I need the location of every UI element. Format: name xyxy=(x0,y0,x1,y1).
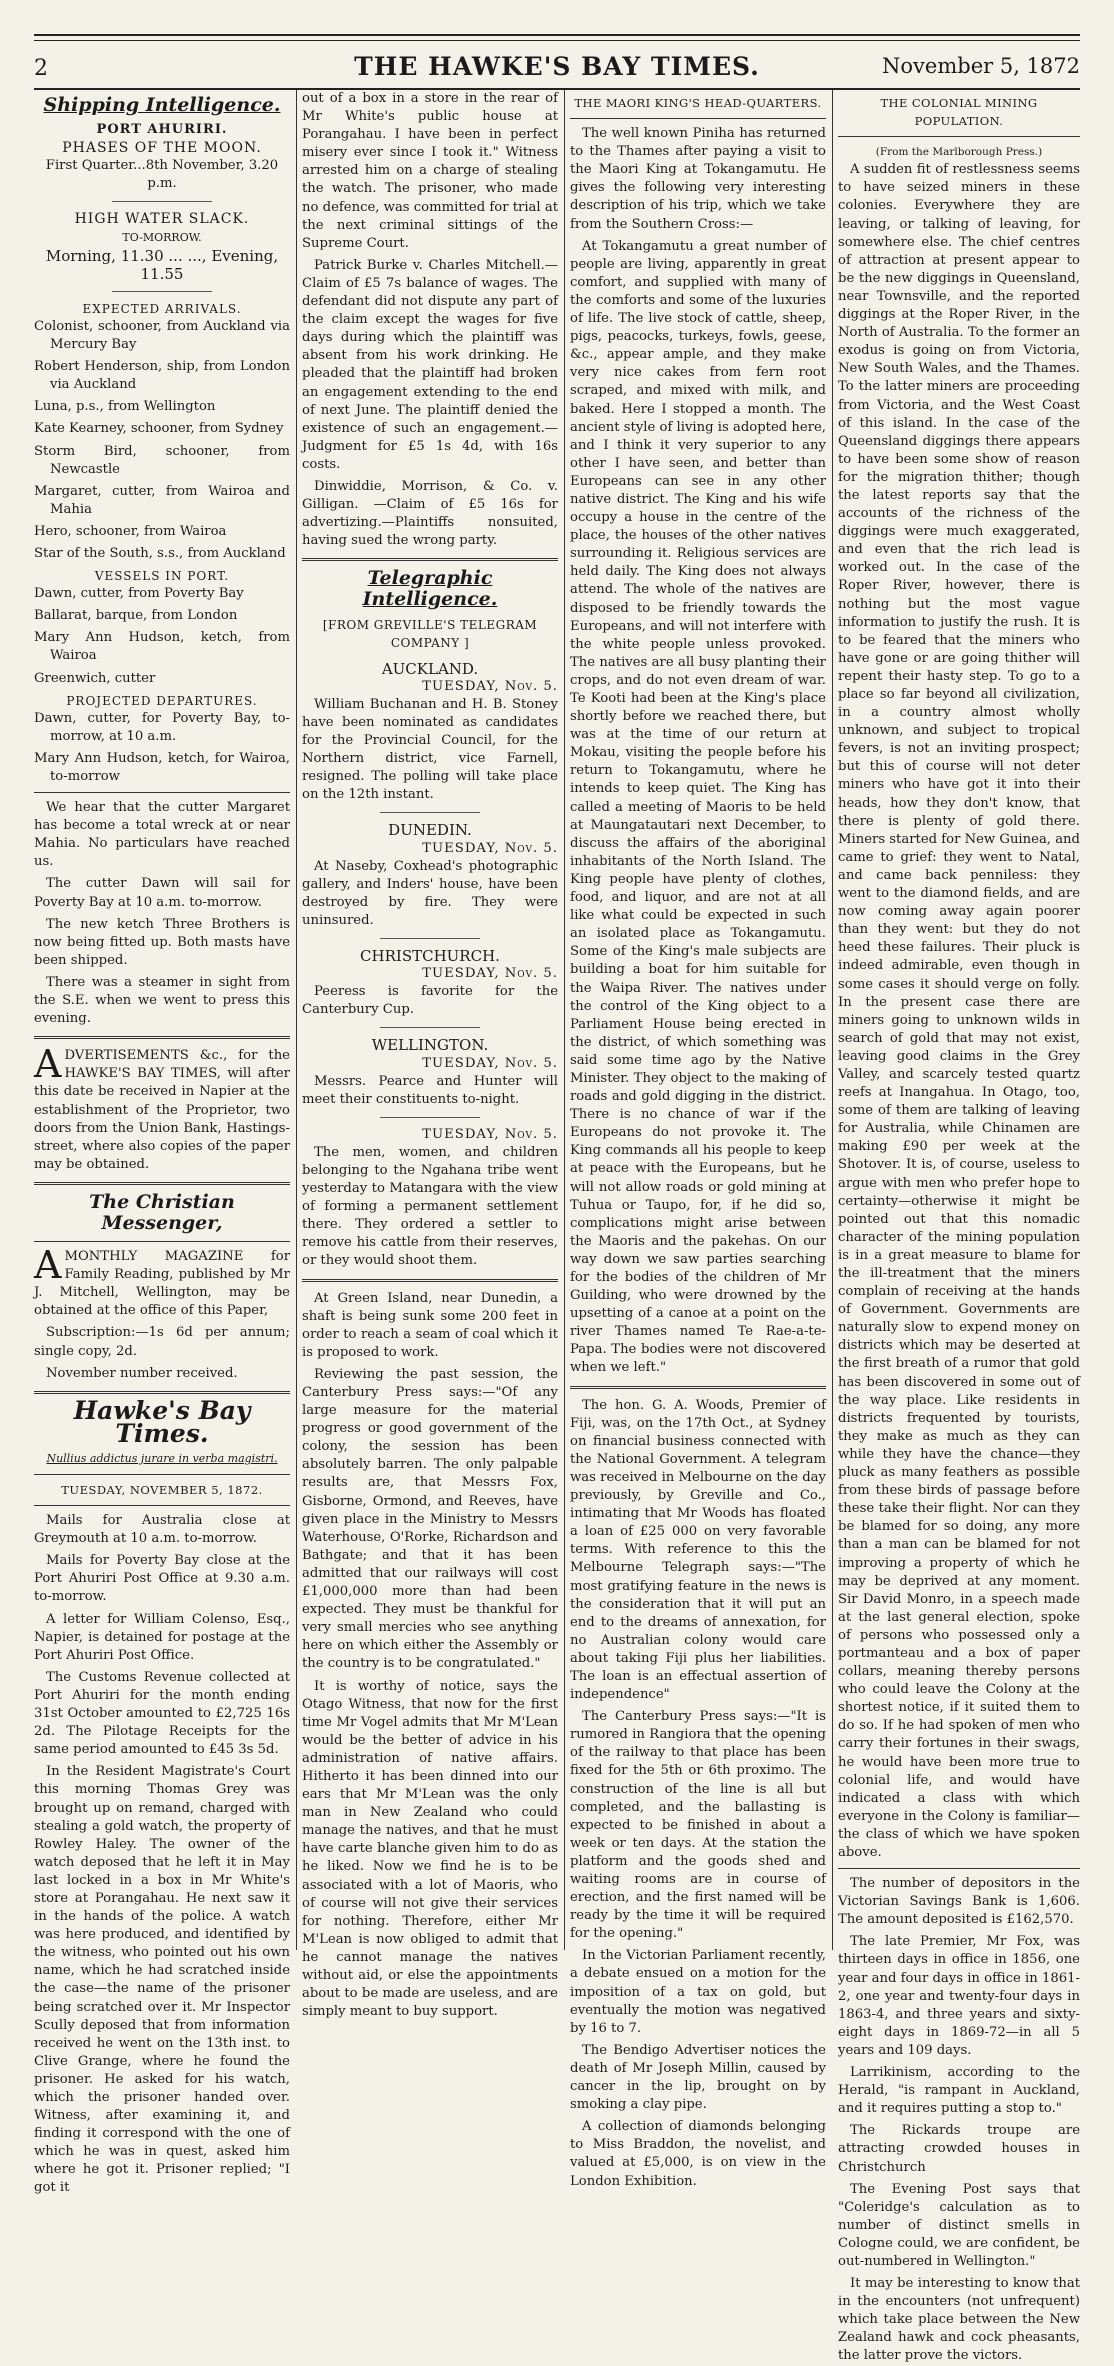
divider xyxy=(380,1117,480,1118)
moon-heading: PHASES OF THE MOON. xyxy=(62,140,262,157)
arrival-item: Margaret, cutter, from Wairoa and Mahia xyxy=(34,483,290,517)
article-paragraph: The well known Piniha has returned to the Thames after paying a visit to the Maori King at Tokangamutu. He gives the following very interesting description of his trip, which we take from the Southern Cross:— xyxy=(570,126,826,232)
article-paragraph: The Canterbury Press says:—"It is rumored in Rangiora that the opening of the railway to that place has been fixed for the 5th or 6th proximo. The construction of the line is all but completed, and the ballasting is expected to be finished in about a week or ten days. At the station the platform and the goods shed and waiting rooms are in course of erection, and the first named will be ready by the time it will be required for the opening." xyxy=(570,1709,826,1942)
wellington-heading: WELLINGTON. xyxy=(371,1036,489,1055)
departures-heading: PROJECTED DEPARTURES. xyxy=(66,693,258,708)
divider xyxy=(34,1474,290,1475)
telegraph-source: [FROM GREVILLE'S TELEGRAM COMPANY ] xyxy=(322,617,538,650)
divider xyxy=(34,792,290,793)
ship-note: The new ketch Three Brothers is now being fitted up. Both masts have been shipped. xyxy=(34,916,290,968)
christchurch-text: Peeress is favorite for the Canterbury Cup. xyxy=(302,984,558,1018)
auckland-heading: AUCKLAND. xyxy=(381,659,479,678)
last-date: TUESDAY, Nov. 5. xyxy=(422,1126,558,1142)
article-paragraph: The Bendigo Advertiser notices the death of Mr Joseph Millin, caused by cancer in the lip, brought on by smoking a clay pipe. xyxy=(570,2042,826,2113)
paper-title: Hawke's Bay Times. xyxy=(73,1395,251,1448)
departure-item: Mary Ann Hudson, ketch, for Wairoa, to-morrow xyxy=(34,750,290,784)
article-paragraph: A collection of diamonds belonging to Miss Braddon, the novelist, and valued at £5,000, is on view in the London Exhibition. xyxy=(570,2119,826,2189)
ship-note: The cutter Dawn will sail for Poverty Bay at 10 a.m. to-morrow. xyxy=(34,876,290,910)
divider xyxy=(380,1027,480,1028)
column-1 xyxy=(34,90,290,2196)
arrival-item: Kate Kearney, schooner, from Sydney xyxy=(34,421,284,437)
column-3 xyxy=(570,90,826,2189)
messenger-sub: Subscription:—1s 6d per annum; single copy, 2d. xyxy=(34,1325,290,1359)
masthead xyxy=(34,48,1080,88)
in-port-item: Dawn, cutter, from Poverty Bay xyxy=(34,586,244,602)
divider xyxy=(34,1036,290,1039)
arrival-item: Colonist, schooner, from Auckland via Mercury Bay xyxy=(34,318,290,353)
divider xyxy=(380,938,480,939)
article-paragraph: The hon. G. A. Woods, Premier of Fiji, was, on the 17th Oct., at Sydney on financial business connected with the National Government. A telegram was received in Melbourne on the day previously, by Greville and Co., intimating that Mr Woods has floated a loan of £25 000 on very favorable terms. With reference to this the Melbourne Telegraph says:—"The most gratifying feature in the news is the consideration that it will put an end to the dreams of annexation, for no Australian colony would care about taking Fiji plus her liabilities. The loan is an effectual assertion of independence" xyxy=(570,1397,826,1703)
divider xyxy=(34,1505,290,1506)
maori-king-heading: THE MAORI KING'S HEAD-QUARTERS. xyxy=(574,96,822,110)
article-paragraph: At Green Island, near Dunedin, a shaft is being sunk some 200 feet in order to reach a seam of coal which it is proposed to work. xyxy=(302,1290,558,1360)
christchurch-heading: CHRISTCHURCH. xyxy=(360,947,500,966)
divider xyxy=(112,291,212,292)
issue-date-line: TUESDAY, NOVEMBER 5, 1872. xyxy=(61,1483,263,1497)
divider xyxy=(34,1391,290,1394)
wellington-date: TUESDAY, Nov. 5. xyxy=(422,1055,558,1071)
article-paragraph: At Tokangamutu a great number of people are living, apparently in great comfort, and supplied with many of the comforts and some of the luxuries of life. The live stock of cattle, sheep, pigs, peacocks, turkeys, fowls, geese, &c., appear ample, and they make very nice cakes from fern root scraped, and mixed with milk, and baked. Here I stopped a month. The ancient style of living is adopted here, and I think it very superior to any other I have seen, and better than Europeans can see in any other native district. The King and his wife occupy a house in the centre of the place, the houses of the other natives surrounding it. Religious services are held daily. The King does not always attend. The whole of the natives are disposed to be friendly towards the Europeans, and will not interfere with the white people unless provoked. The natives are all busy planting their crops, and do not even dream of war. Te Kooti had been at the King's place shortly before we reached there, but was at the time of our return at Mokau, visiting the people before his return to Tokangamutu, where he intends to keep quiet. The King has called a meeting of Maoris to be held at Maungatautari next December, to discuss the affairs of the aboriginal inhabitants of the North Island. The King people have plenty of clothes, food, and liquor, and are not at all like what could be expected in such an isolated place as Tokangamutu. Some of the King's male subjects are building a boat for him suitable for the Waipa River. The natives under the control of the King object to a Parliament House being erected in the district, of which something was said some time ago by the Native Minister. They object to the making of roads and gold digging in the district. There is no chance of war if the Europeans do not provoke it. The King commands all his people to keep at peace with the Europeans, but he will not allow roads or gold mining at Tuhua or Taupo, for, if he did so, complications might arise between the Maoris and the pakehas. On our way down we saw parties searching for the bodies of the children of Mr Guilding, who were drowned by the upsetting of a canoe at a point on the river Thames named Te Rae-a-te-Papa. The bodies were not discovered when we left." xyxy=(570,238,826,1376)
divider xyxy=(302,1279,558,1282)
in-port-item: Mary Ann Hudson, ketch, from Wairoa xyxy=(34,630,290,664)
in-port-heading: VESSELS IN PORT. xyxy=(94,569,230,584)
wellington-text: Messrs. Pearce and Hunter will meet their constituents to-night. xyxy=(302,1073,558,1107)
arrival-item: Luna, p.s., from Wellington xyxy=(34,399,216,415)
drop-cap-a: A xyxy=(34,1243,62,1288)
page-number: 2 xyxy=(34,56,48,81)
dunedin-heading: DUNEDIN. xyxy=(388,821,472,840)
article-paragraph: Patrick Burke v. Charles Mitchell.—Claim of £5 7s balance of wages. The defendant did not dispute any part of the claim except the wages for five days during which the plaintiff was absent from his work drinking. He pleaded that the plaintiff had broken an engagement extending to the end of next June. The plaintiff denied the existence of such an engagement.—Judgment for £5 1s 4d, with 16s costs. xyxy=(302,257,558,472)
article-paragraph: Mails for Australia close at Greymouth at 10 a.m. to-morrow. xyxy=(34,1513,290,1547)
divider xyxy=(302,558,558,561)
mining-source: (From the Marlborough Press.) xyxy=(875,146,1043,159)
article-paragraph: The late Premier, Mr Fox, was thirteen days in office in 1856, one year and four days in office in 1861-2, one year and twenty-four days in 1863-4, and three years and sixty-eight days in 1869-72—in all 5 years and 109 days. xyxy=(838,1934,1080,2058)
top-rule xyxy=(34,34,1080,36)
article-paragraph: A sudden fit of restlessness seems to have seized miners in these colonies. Everywhere they are leaving, or talking of leaving, for somewhere else. The chief centres of attraction at present appear to be the new diggings in Queensland, near Townsville, and the reported diggings at the Roper River, in the North of Australia. To the former an exodus is going on from Victoria, New South Wales, and the Thames. To the latter miners are proceeding from Victoria, and the West Coast of this island. In the case of the Queensland diggings there appears to have been some show of reason for the migration thither; though the latest reports say that the accounts of the richness of the diggings were much exaggerated, and even that the rich lead is worked out. In the case of the Roper River, however, there is nothing but the most vague information to justify the rush. It is to be feared that the miners who have gone or are going thither will repent their hasty step. To go to a place so far beyond all civilization, in a country almost wholly unknown, and subject to tropical fevers, is not an inviting prospect; but this of course will not deter miners who have got it into their heads, how they don't know, that there is plenty of gold there. Miners started for New Guinea, and came to grief: they went to Natal, and came back penniless: they went to the diamond fields, and are now coming away again poorer than they went: but they do not heed these failures. Their pluck is indeed admirable, even though in some cases it should verge on folly. In the present case there are miners going to unknown wilds in search of gold that may not exist, leaving good claims in the Grey Valley, and scarcely tested quartz reefs at Inangahua. In Otago, too, some of them are talking of leaving for Australia, while Chinamen are making £90 per week at the Shotover. It is, of course, useless to argue with men who prefer hope to certainty—otherwise it might be pointed out that this nomadic character of the mining population is in a great measure to blame for the ill-treatment that the miners complain of receiving at the hands of Government. Governments are naturally slow to expend money on districts which may be deserted at the first breath of a rumor that gold has been discovered in some out of the way place. Like residents in districts frequented by tourists, they make as much as they can while they have the chance—they pluck as many feathers as possible from these birds of passage before these take their flight. Nor can they be blamed for so doing, any more than a man can be blamed for not improving a property of which he may be deprived at any moment. Sir David Monro, in a speech made at the last general election, spoke of persons who possessed only a portmanteau and a box of paper collars, meaning thereby persons who could leave the Colony at the shortest notice, if it suited them to do so. If he had spoken of men who carry their fortunes in their swags, he would have been more true to colonial life, and would have indicated a class with which everyone in the Colony is familiar—the class of which we have spoken above. xyxy=(838,162,1080,1860)
arrival-item: Storm Bird, schooner, from Newcastle xyxy=(34,443,290,477)
divider xyxy=(380,812,480,813)
article-paragraph: It may be interesting to know that in the encounters (not unfrequent) which take place between the New Zealand hawk and cock pheasants, the latter prove the victors. xyxy=(838,2276,1080,2364)
motto: Nullius addictus jurare in verba magistri. xyxy=(46,1451,278,1465)
auckland-date: TUESDAY, Nov. 5. xyxy=(422,678,558,694)
moon-line: First Quarter...8th November, 3.20 p.m. xyxy=(45,158,279,192)
divider xyxy=(838,136,1080,137)
telegraph-heading: Telegraphic Intelligence. xyxy=(362,567,498,611)
divider xyxy=(570,1386,826,1389)
article-paragraph: It is worthy of notice, says the Otago Witness, that now for the first time Mr Vogel admits that Mr M'Lean would be the better of advice in his administration of native affairs. Hitherto it has been dinned into our ears that Mr M'Lean was the only man in New Zealand who could manage the natives, and that he must have carte blanche given him to do as he liked. Now we find he is to be associated with a lot of Maoris, who of course will not give their services for nothing. Therefore, either Mr M'Lean is now obliged to admit that he cannot manage the natives without aid, or else the appointments about to be made are useless, and are simply meant to buy support. xyxy=(302,1678,558,2020)
article-paragraph: Dinwiddie, Morrison, & Co. v. Gilligan. —Claim of £5 16s for advertizing.—Plaintiffs nonsuited, having sued the wrong party. xyxy=(302,478,558,549)
arrival-item: Hero, schooner, from Wairoa xyxy=(34,523,227,539)
messenger-ad: AMONTHLY MAGAZINE for Family Reading, published by Mr J. Mitchell, Wellington, may be obtained at the office of this Paper, xyxy=(34,1243,290,1319)
drop-cap-a: A xyxy=(34,1042,62,1087)
dunedin-text: At Naseby, Coxhead's photographic gallery, and Inders' house, have been destroyed by fire. They were uninsured. xyxy=(302,858,558,928)
article-paragraph: The Evening Post says that "Coleridge's calculation as to number of distinct smells in Cologne could, we are confident, be out-numbered in Wellington." xyxy=(838,2181,1080,2269)
last-text: The men, women, and children belonging to the Ngahana tribe went yesterday to Matangara with the view of forming a permanent settlement there. They ordered a settler to remove his cattle from their reserves, or they would shoot them. xyxy=(302,1144,558,1269)
article-paragraph: In the Victorian Parliament recently, a debate ensued on a motion for the imposition of a tax on gold, but eventually the motion was negatived by 16 to 7. xyxy=(570,1948,826,2036)
newspaper-title: THE HAWKE'S BAY TIMES. xyxy=(354,52,760,81)
column-divider xyxy=(832,90,833,1950)
top-rule-thin xyxy=(34,40,1080,41)
messenger-november: November number received. xyxy=(46,1365,238,1381)
divider xyxy=(112,201,212,202)
ship-note: There was a steamer in sight from the S.E. when we went to press this evening. xyxy=(34,974,290,1027)
departure-item: Dawn, cutter, for Poverty Bay, to-morrow, at 10 a.m. xyxy=(34,710,290,744)
article-paragraph: Reviewing the past session, the Canterbury Press says:—"Of any large measure for the material progress or good government of the colony, the session has been absolutely barren. The only palpable results are, that Messrs Fox, Gisborne, Ormond, and Reeves, have given place in the Ministry to Messrs Waterhouse, O'Rorke, Richardson and Bathgate; and that it has been admitted that our railways will cost £1,000,000 more than had been expected. They must be thankful for very small mercies who see anything here on which either the Assembly or the country is to be congratulated." xyxy=(302,1366,558,1672)
article-paragraph: The Customs Revenue collected at Port Ahuriri for the month ending 31st October amounted to £2,725 16s 2d. The Pilotage Receipts for the same period amounted to £45 3s 5d. xyxy=(34,1669,290,1758)
port-heading: PORT AHURIRI. xyxy=(96,122,228,138)
in-port-item: Ballarat, barque, from London xyxy=(34,608,238,624)
mining-heading: THE COLONIAL MINING POPULATION. xyxy=(880,96,1038,129)
divider xyxy=(570,118,826,119)
article-paragraph: Mails for Poverty Bay close at the Port Ahuriri Post Office at 9.30 a.m. to-morrow. xyxy=(34,1553,290,1605)
divider xyxy=(34,1182,290,1185)
article-paragraph: A letter for William Colenso, Esq., Napier, is detained for postage at the Port Ahuriri Post Office. xyxy=(34,1611,290,1663)
dunedin-date: TUESDAY, Nov. 5. xyxy=(422,840,558,856)
divider xyxy=(34,1241,290,1242)
column-2 xyxy=(302,90,558,2020)
column-divider xyxy=(296,90,297,1950)
article-paragraph: In the Resident Magistrate's Court this morning Thomas Grey was brought up on remand, charged with stealing a gold watch, the property of Rowley Haley. The owner of the watch deposed that he left it in May last locked in a box in Mr White's store at Porangahau. He next saw it in the hands of the police. A watch was here produced, and identified by the witness, who pointed out his own name, which he had scratched inside the case—the name of the prisoner being scratched over it. Mr Inspector Scully deposed that from information received he went on the 13th inst. to Clive Grange, where he found the prisoner. He asked for his watch, which the prisoner handed over. Witness, after examining it, and finding it correspond with the one of which he was in quest, asked him where he got it. Prisoner replied; "I got it xyxy=(34,1764,290,2196)
arrival-item: Star of the South, s.s., from Auckland xyxy=(34,545,286,561)
column-4 xyxy=(838,90,1080,2364)
issue-date: November 5, 1872 xyxy=(882,54,1080,78)
messenger-heading: The Christian Messenger, xyxy=(89,1190,235,1234)
article-paragraph: out of a box in a store in the rear of Mr White's public house at Porangahau. I have been in perfect misery ever since I took it." Witness arrested him on a charge of stealing the watch. The prisoner, who made no defence, was committed for trial at the next criminal sittings of the Supreme Court. xyxy=(302,91,558,251)
in-port-item: Greenwich, cutter xyxy=(34,670,156,686)
arrival-item: Robert Henderson, ship, from London via Auckland xyxy=(34,359,290,393)
water-sub: TO-MORROW. xyxy=(122,230,202,244)
auckland-text: William Buchanan and H. B. Stoney have been nominated as candidates for the Provincial Council, for the Northern district, vice Farnell, resigned. The polling will take place on the 12th instant. xyxy=(302,696,558,803)
article-paragraph: The Rickards troupe are attracting crowded houses in Christchurch xyxy=(838,2123,1080,2175)
column-divider xyxy=(564,90,565,1950)
article-paragraph: Larrikinism, according to the Herald, "is rampant in Auckland, and it requires putting a stop to." xyxy=(838,2065,1080,2117)
ship-note: We hear that the cutter Margaret has become a total wreck at or near Mahia. No particulars have reached us. xyxy=(34,800,290,870)
water-heading: HIGH WATER SLACK. xyxy=(74,211,250,228)
article-paragraph: The number of depositors in the Victorian Savings Bank is 1,606. The amount deposited is £162,570. xyxy=(838,1876,1080,1928)
shipping-heading: Shipping Intelligence. xyxy=(43,94,281,116)
water-line: Morning, 11.30 ... ..., Evening, 11.55 xyxy=(45,246,279,283)
arrivals-heading: EXPECTED ARRIVALS. xyxy=(82,301,242,316)
divider xyxy=(838,1868,1080,1869)
advertisements-notice: ADVERTISEMENTS &c., for the HAWKE'S BAY TIMES, will after this date be received in Napier at the establishment of the Proprietor, two doors from the Union Bank, Hastings-street, where also copies of the paper may be obtained. xyxy=(34,1042,290,1172)
christchurch-date: TUESDAY, Nov. 5. xyxy=(422,966,558,982)
